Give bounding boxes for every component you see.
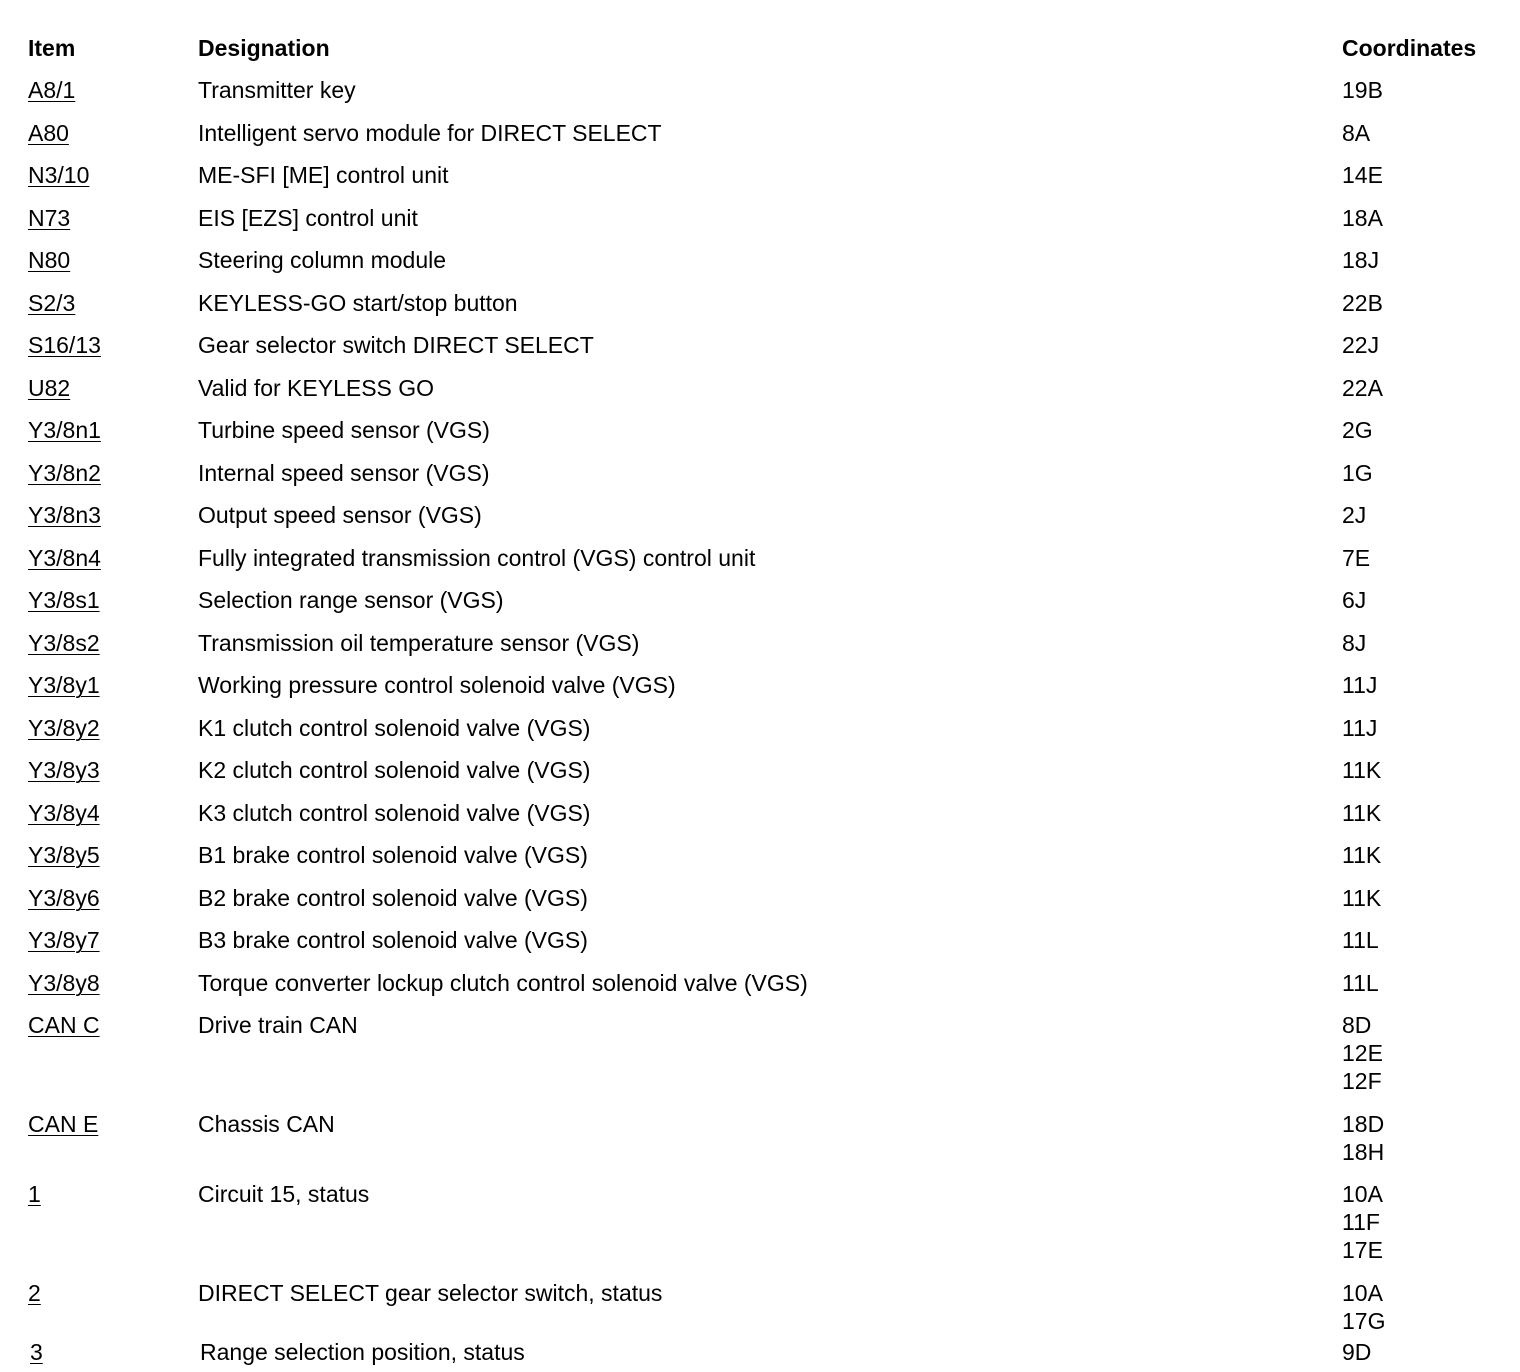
coordinates-cell: [1342, 629, 1366, 657]
coordinates-cell: [1342, 1338, 1371, 1366]
coordinates-cell: [1342, 586, 1366, 614]
coordinates-cell: [1342, 1180, 1383, 1264]
designation-text: EIS [EZS] control unit: [198, 205, 418, 231]
item-link[interactable]: Y3/8s1: [28, 587, 100, 613]
designation-text: Drive train CAN: [198, 1012, 358, 1038]
designation-text: Gear selector switch DIRECT SELECT: [198, 332, 594, 358]
designation-text: B2 brake control solenoid valve (VGS): [198, 885, 588, 911]
coordinates-cell: [1342, 799, 1381, 827]
coordinate-value: 10A: [1342, 1280, 1383, 1306]
coordinate-value: 7E: [1342, 545, 1371, 571]
coordinates-cell: [1342, 161, 1383, 189]
item-link[interactable]: N73: [28, 205, 71, 231]
designation-text: KEYLESS-GO start/stop button: [198, 290, 518, 316]
coordinates-cell: [1342, 884, 1381, 912]
item-column-header: Item: [28, 35, 76, 61]
item-link[interactable]: Y3/8y1: [28, 672, 100, 698]
coordinates-cell: [1342, 671, 1377, 699]
coordinates-cell: [1342, 204, 1383, 232]
item-link[interactable]: Y3/8y7: [28, 927, 100, 953]
coordinate-value: 22B: [1342, 290, 1383, 316]
designation-text: Circuit 15, status: [198, 1181, 370, 1207]
designation-text: Intelligent servo module for DIRECT SELECT: [198, 120, 662, 146]
item-link[interactable]: N3/10: [28, 162, 90, 188]
coordinates-cell: [1342, 841, 1381, 869]
coordinates-cell: [1342, 1110, 1384, 1166]
item-link[interactable]: A8/1: [28, 77, 76, 103]
coordinate-value: 18D: [1342, 1111, 1385, 1137]
coordinate-value: 11K: [1342, 842, 1382, 868]
coordinate-value: 12E: [1342, 1040, 1383, 1066]
coordinate-value: 17E: [1342, 1237, 1383, 1263]
designation-text: Transmission oil temperature sensor (VGS): [198, 630, 640, 656]
coordinates-cell: [1342, 119, 1370, 147]
designation-text: Output speed sensor (VGS): [198, 502, 482, 528]
coordinates-cell: [1342, 374, 1383, 402]
coordinates-cell: [1342, 756, 1381, 784]
item-link[interactable]: Y3/8y4: [28, 800, 100, 826]
item-link[interactable]: Y3/8n3: [28, 502, 101, 528]
coordinates-cell: [1342, 246, 1379, 274]
coordinate-value: 14E: [1342, 162, 1383, 188]
item-link[interactable]: Y3/8n2: [28, 460, 101, 486]
coordinate-value: 11K: [1342, 885, 1382, 911]
coordinates-cell: [1342, 289, 1383, 317]
coordinate-value: 22A: [1342, 375, 1383, 401]
coordinates-cell: [1342, 714, 1377, 742]
coordinates-cell: [1342, 1279, 1385, 1335]
coordinate-value: 9D: [1342, 1339, 1372, 1365]
coordinate-value: 18H: [1342, 1139, 1385, 1165]
item-link[interactable]: Y3/8y2: [28, 715, 100, 741]
item-link[interactable]: Y3/8y5: [28, 842, 100, 868]
coordinate-value: 11F: [1342, 1209, 1380, 1235]
designation-text: Range selection position, status: [200, 1339, 525, 1365]
designation-text: Turbine speed sensor (VGS): [198, 417, 490, 443]
designation-text: Transmitter key: [198, 77, 356, 103]
designation-text: DIRECT SELECT gear selector switch, status: [198, 1280, 663, 1306]
designation-column-header: Designation: [198, 35, 330, 61]
coordinate-value: 11L: [1342, 970, 1379, 996]
item-link[interactable]: Y3/8n1: [28, 417, 101, 443]
coordinate-value: 11L: [1342, 927, 1379, 953]
item-link[interactable]: 1: [28, 1181, 41, 1207]
coordinate-value: 12F: [1342, 1068, 1382, 1094]
coordinates-cell: [1342, 76, 1383, 104]
coordinate-value: 22J: [1342, 332, 1380, 358]
coordinates-cell: [1342, 501, 1366, 529]
designation-text: Internal speed sensor (VGS): [198, 460, 490, 486]
coordinate-value: 11J: [1342, 715, 1378, 741]
coordinate-value: 8D: [1342, 1012, 1372, 1038]
designation-text: Torque converter lockup clutch control solenoid valve (VGS): [198, 970, 808, 996]
coordinate-value: 10A: [1342, 1181, 1383, 1207]
designation-text: K2 clutch control solenoid valve (VGS): [198, 757, 591, 783]
coordinate-value: 17G: [1342, 1308, 1386, 1334]
designation-text: B1 brake control solenoid valve (VGS): [198, 842, 588, 868]
item-link[interactable]: CAN C: [28, 1012, 100, 1038]
item-link[interactable]: Y3/8y6: [28, 885, 100, 911]
coordinate-value: 11K: [1342, 800, 1382, 826]
item-link[interactable]: A80: [28, 120, 69, 146]
coordinate-value: 11J: [1342, 672, 1378, 698]
item-link[interactable]: S16/13: [28, 332, 101, 358]
coordinate-value: 18A: [1342, 205, 1383, 231]
item-link[interactable]: Y3/8n4: [28, 545, 101, 571]
designation-text: Valid for KEYLESS GO: [198, 375, 435, 401]
item-link[interactable]: 3: [30, 1339, 43, 1365]
coordinates-cell: [1342, 331, 1379, 359]
coordinates-cell: [1342, 926, 1379, 954]
coordinate-value: 18J: [1342, 247, 1380, 273]
designation-text: B3 brake control solenoid valve (VGS): [198, 927, 588, 953]
coordinate-value: 2J: [1342, 502, 1367, 528]
coordinates-cell: [1342, 1011, 1383, 1095]
coordinates-column-header: Coordinates: [1342, 35, 1477, 61]
designation-text: Selection range sensor (VGS): [198, 587, 504, 613]
designation-text: K3 clutch control solenoid valve (VGS): [198, 800, 591, 826]
designation-text: Working pressure control solenoid valve (VGS): [198, 672, 676, 698]
item-link[interactable]: Y3/8s2: [28, 630, 100, 656]
item-link[interactable]: S2/3: [28, 290, 76, 316]
coordinate-value: 11K: [1342, 757, 1382, 783]
item-link[interactable]: CAN E: [28, 1111, 99, 1137]
designation-text: Chassis CAN: [198, 1111, 335, 1137]
item-link[interactable]: Y3/8y8: [28, 970, 100, 996]
designation-text: Fully integrated transmission control (VGS) control unit: [198, 545, 756, 571]
coordinate-value: 19B: [1342, 77, 1383, 103]
coordinates-cell: [1342, 416, 1373, 444]
coordinate-value: 1G: [1342, 460, 1373, 486]
designation-text: K1 clutch control solenoid valve (VGS): [198, 715, 591, 741]
item-link[interactable]: N80: [28, 247, 71, 273]
item-link[interactable]: U82: [28, 375, 71, 401]
item-link[interactable]: Y3/8y3: [28, 757, 100, 783]
coordinates-cell: [1342, 459, 1373, 487]
coordinate-value: 6J: [1342, 587, 1367, 613]
designation-text: Steering column module: [198, 247, 447, 273]
coordinate-value: 8J: [1342, 630, 1367, 656]
designation-text: ME-SFI [ME] control unit: [198, 162, 449, 188]
coordinate-value: 8A: [1342, 120, 1371, 146]
item-link[interactable]: 2: [28, 1280, 41, 1306]
coordinate-value: 2G: [1342, 417, 1373, 443]
coordinates-cell: [1342, 544, 1370, 572]
coordinates-cell: [1342, 969, 1379, 997]
